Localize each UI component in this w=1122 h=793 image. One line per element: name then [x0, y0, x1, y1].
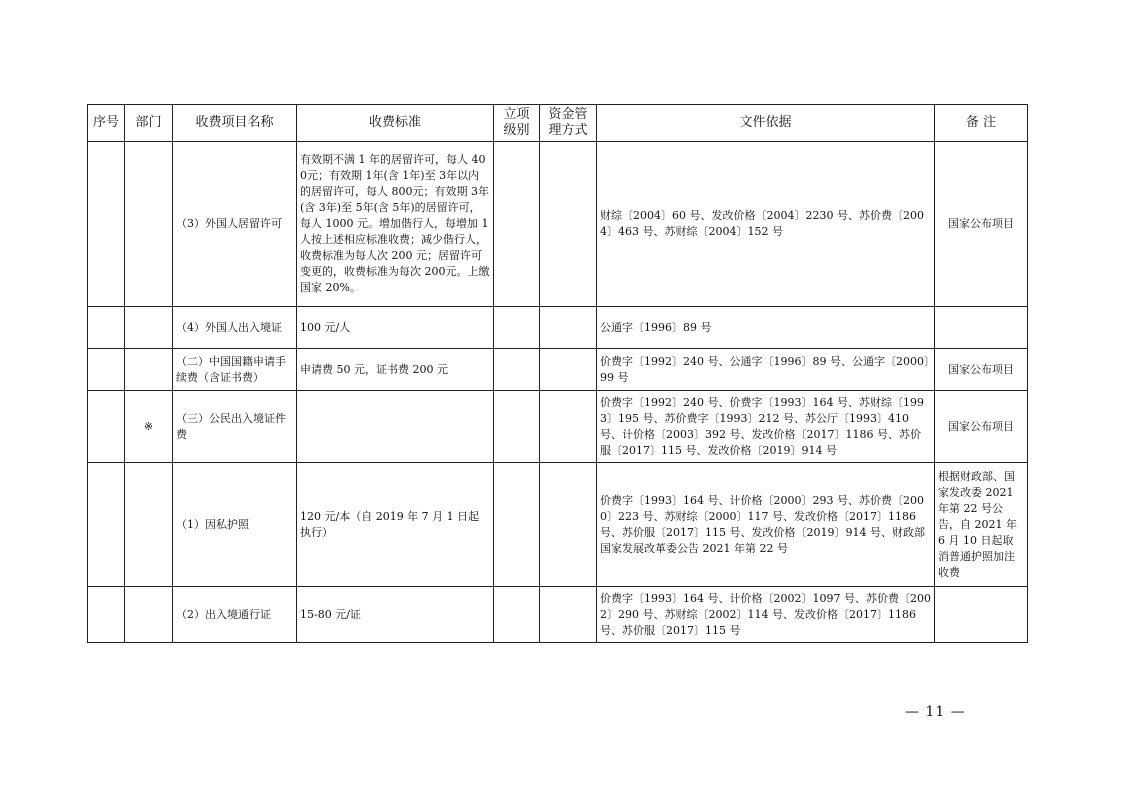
table-header-row	[88, 105, 1028, 142]
cell-remarks: 国家公布项目	[935, 349, 1028, 391]
cell-standard: 申请费 50 元，证书费 200 元	[297, 349, 494, 391]
cell-remarks: 国家公布项目	[935, 391, 1028, 463]
header-dept: 部门	[125, 105, 173, 142]
cell-funds	[540, 349, 597, 391]
cell-funds	[540, 142, 597, 307]
cell-standard: 有效期不满 1 年的居留许可，每人 400元；有效期 1年(含 1年)至 3年以内的居留许可，每人 800元；有效期 3年(含 3年)至 5年(含 5年)的居留许可，每人 1000 元。增加偕行人，每增加 1 人按上述相应标准收费；减少偕行人，收费标准为每人次 200 元；居留许可变更的，收费标准为每次 200元。上缴国家 20%。	[297, 142, 494, 307]
header-funds-line2: 理方式	[548, 123, 588, 138]
cell-dept	[125, 349, 173, 391]
header-level-line1: 立项	[503, 107, 530, 122]
cell-item-name: （二）中国国籍申请手续费（含证书费）	[173, 349, 297, 391]
cell-level	[494, 463, 540, 587]
cell-basis: 价费字〔1993〕164 号、计价格〔2000〕293 号、苏价费〔2000〕223 号、苏财综〔2000〕117 号、发改价格〔2017〕1186 号、苏价服〔2017〕115 号、发改价格〔2019〕914 号、财政部 国家发展改革委公告 2021 年第 22 号	[597, 463, 935, 587]
cell-remarks: 根据财政部、国家发改委 2021 年第 22 号公告，自 2021 年 6 月 10 日起取消普通护照加注收费	[935, 463, 1028, 587]
cell-item-name: （2）出入境通行证	[173, 587, 297, 643]
table-row	[88, 349, 1028, 391]
cell-level	[494, 391, 540, 463]
header-funds	[540, 105, 597, 142]
cell-seq	[88, 349, 125, 391]
cell-standard: 100 元/人	[297, 307, 494, 349]
cell-remarks	[935, 307, 1028, 349]
cell-basis: 价费字〔1992〕240 号、公通字〔1996〕89 号、公通字〔2000〕99 号	[597, 349, 935, 391]
cell-remarks: 国家公布项目	[935, 142, 1028, 307]
cell-seq	[88, 391, 125, 463]
cell-level	[494, 307, 540, 349]
header-standard: 收费标准	[297, 105, 494, 142]
cell-item-name: （三）公民出入境证件费	[173, 391, 297, 463]
cell-dept	[125, 587, 173, 643]
table-row	[88, 307, 1028, 349]
cell-seq	[88, 307, 125, 349]
cell-item-name: （3）外国人居留许可	[173, 142, 297, 307]
cell-dept	[125, 142, 173, 307]
header-level	[494, 105, 540, 142]
cell-funds	[540, 587, 597, 643]
cell-item-name: （1）因私护照	[173, 463, 297, 587]
cell-dept: ※	[125, 391, 173, 463]
page-number: — 11 —	[905, 704, 966, 720]
cell-standard: 15-80 元/证	[297, 587, 494, 643]
cell-basis: 价费字〔1993〕164 号、计价格〔2002〕1097 号、苏价费〔2002〕290 号、苏财综〔2002〕114 号、发改价格〔2017〕1186 号、苏价服〔2017〕115 号	[597, 587, 935, 643]
cell-standard	[297, 391, 494, 463]
cell-seq	[88, 463, 125, 587]
fee-table	[87, 104, 1028, 643]
header-level-line2: 级别	[503, 123, 530, 138]
cell-item-name: （4）外国人出入境证	[173, 307, 297, 349]
cell-level	[494, 349, 540, 391]
cell-standard: 120 元/本（自 2019 年 7 月 1 日起执行）	[297, 463, 494, 587]
table-row	[88, 142, 1028, 307]
table-row	[88, 587, 1028, 643]
cell-funds	[540, 463, 597, 587]
header-basis: 文件依据	[597, 105, 935, 142]
cell-basis: 财综〔2004〕60 号、发改价格〔2004〕2230 号、苏价费〔2004〕463 号、苏财综〔2004〕152 号	[597, 142, 935, 307]
header-funds-line1: 资金管	[548, 107, 588, 122]
cell-funds	[540, 391, 597, 463]
table-row	[88, 463, 1028, 587]
cell-funds	[540, 307, 597, 349]
header-remarks: 备 注	[935, 105, 1028, 142]
cell-level	[494, 587, 540, 643]
cell-dept	[125, 463, 173, 587]
header-seq: 序号	[88, 105, 125, 142]
cell-dept	[125, 307, 173, 349]
cell-basis: 公通字〔1996〕89 号	[597, 307, 935, 349]
cell-basis: 价费字〔1992〕240 号、价费字〔1993〕164 号、苏财综〔1993〕195 号、苏价费字〔1993〕212 号、苏公厅〔1993〕410 号、计价格〔2003〕392 号、发改价格〔2017〕1186 号、苏价服〔2017〕115 号、发改价格〔2019〕914 号	[597, 391, 935, 463]
header-item-name: 收费项目名称	[173, 105, 297, 142]
cell-level	[494, 142, 540, 307]
cell-seq	[88, 587, 125, 643]
cell-remarks	[935, 587, 1028, 643]
cell-seq	[88, 142, 125, 307]
table-row	[88, 391, 1028, 463]
